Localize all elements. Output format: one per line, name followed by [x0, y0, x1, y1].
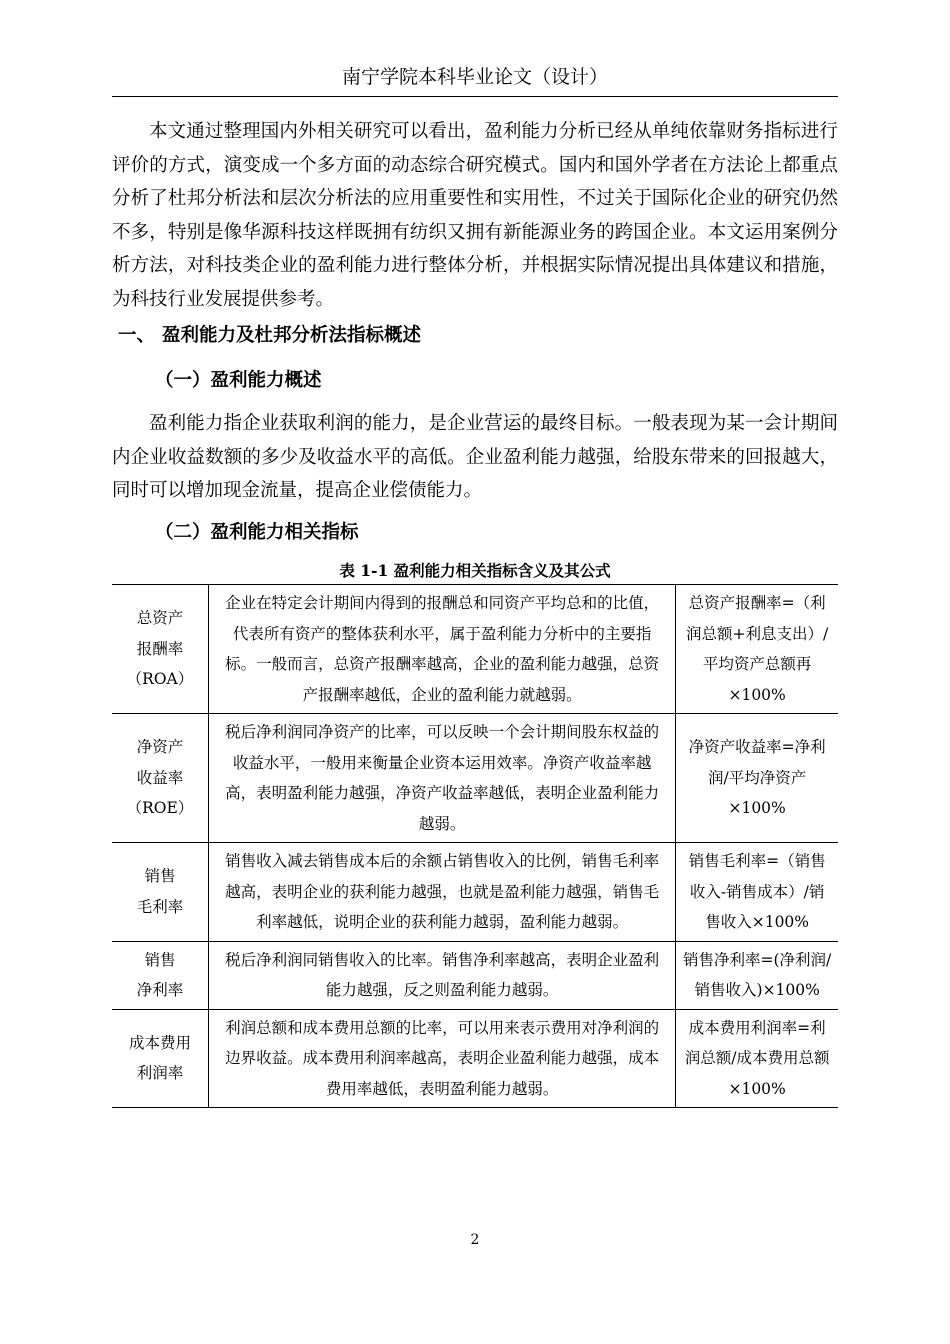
table-caption: 表 1-1 盈利能力相关指标含义及其公式	[339, 561, 611, 580]
indicator-formula-cell: 净资产收益率=净利润/平均净资产×100%	[676, 714, 838, 843]
indicator-name-line: 总资产	[136, 609, 184, 628]
indicator-name-line: 报酬率	[136, 639, 184, 658]
indicator-formula-cell: 销售毛利率=（销售收入-销售成本）/销售收入×100%	[676, 843, 838, 942]
table-row	[112, 843, 838, 942]
table-row	[112, 714, 838, 843]
table-row	[112, 1009, 838, 1108]
section-heading-1	[118, 321, 421, 351]
indicator-formula-cell: 成本费用利润率=利润总额/成本费用总额×100%	[676, 1009, 838, 1108]
section-title: 盈利能力及杜邦分析法指标概述	[162, 325, 422, 346]
indicator-name-cell	[112, 941, 208, 1009]
indicator-name-cell	[112, 843, 208, 942]
intro-paragraph: 本文通过整理国内外相关研究可以看出，盈利能力分析已经从单纯依靠财务指标进行评价的方式，演变成一个多方面的动态综合研究模式。国内和国外学者在方法论上都重点分析了杜邦分析法和层次分析法的应用重要性和实用性，不过关于国际化企业的研究仍然不多，特别是像华源科技这样既拥有纺织又拥有新能源业务的跨国企业。本文运用案例分析方法，对科技类企业的盈利能力进行整体分析，并根据实际情况提出具体建议和措施，为科技行业发展提供参考。	[112, 121, 838, 310]
indicator-name-line: （ROE）	[126, 799, 194, 818]
indicator-formula-cell: 总资产报酬率=（利润总额+利息支出）/平均资产总额再×100%	[676, 585, 838, 714]
indicator-name-cell	[112, 1009, 208, 1108]
profitability-overview-paragraph: 盈利能力指企业获取利润的能力，是企业营运的最终目标。一般表现为某一会计期间内企业收益数额的多少及收益水平的高低。企业盈利能力越强，给股东带来的回报越大，同时可以增加现金流量，提高企业偿债能力。	[112, 413, 838, 501]
page-number: 2	[470, 1232, 480, 1248]
indicator-meaning-cell: 企业在特定会计期间内得到的报酬总和同资产平均总和的比值，代表所有资产的整体获利水平，属于盈利能力分析中的主要指标。一般而言，总资产报酬率越高，企业的盈利能力越强，总资产报酬率越低，企业的盈利能力就越弱。	[208, 585, 675, 714]
indicator-name-line: 利润率	[136, 1064, 184, 1083]
indicator-name-line: 成本费用	[128, 1033, 191, 1052]
indicator-formula-cell: 销售净利率=(净利润/销售收入)×100%	[676, 941, 838, 1009]
indicator-name-cell	[112, 714, 208, 843]
indicator-name-line: 销售	[144, 950, 176, 969]
table-row	[112, 941, 838, 1009]
indicator-name-line: 收益率	[136, 768, 184, 787]
table-row	[112, 585, 838, 714]
indicator-name-line: 净利率	[136, 981, 184, 999]
indicator-meaning-cell: 税后净利润同净资产的比率，可以反映一个会计期间股东权益的收益水平，一般用来衡量企业资本运用效率。净资产收益率越高，表明盈利能力越强，净资产收益率越低，表明企业盈利能力越弱。	[208, 714, 675, 843]
indicator-name-line: （ROA）	[126, 670, 194, 689]
subsection-heading-1-1: （一）盈利能力概述	[155, 370, 322, 391]
indicator-meaning-cell: 利润总额和成本费用总额的比率，可以用来表示费用对净利润的边界收益。成本费用利润率越高，表明企业盈利能力越强，成本费用率越低，表明盈利能力越弱。	[208, 1009, 675, 1108]
indicator-name-cell	[112, 585, 208, 714]
section-number: 一、	[118, 325, 156, 346]
subsection-heading-1-2: （二）盈利能力相关指标	[155, 522, 359, 543]
page-header: 南宁学院本科毕业论文（设计）	[112, 58, 838, 97]
indicator-name-line: 净资产	[136, 738, 184, 757]
indicator-meaning-cell: 销售收入减去销售成本后的余额占销售收入的比例，销售毛利率越高，表明企业的获利能力越强，也就是盈利能力越强，销售毛利率越低，说明企业的获利能力越弱，盈利能力越弱。	[208, 843, 675, 942]
indicator-table	[112, 584, 838, 1108]
indicator-name-line: 销售	[144, 867, 176, 886]
indicator-name-line: 毛利率	[136, 897, 184, 916]
indicator-meaning-cell: 税后净利润同销售收入的比率。销售净利率越高，表明企业盈利能力越强，反之则盈利能力越弱。	[208, 941, 675, 1009]
